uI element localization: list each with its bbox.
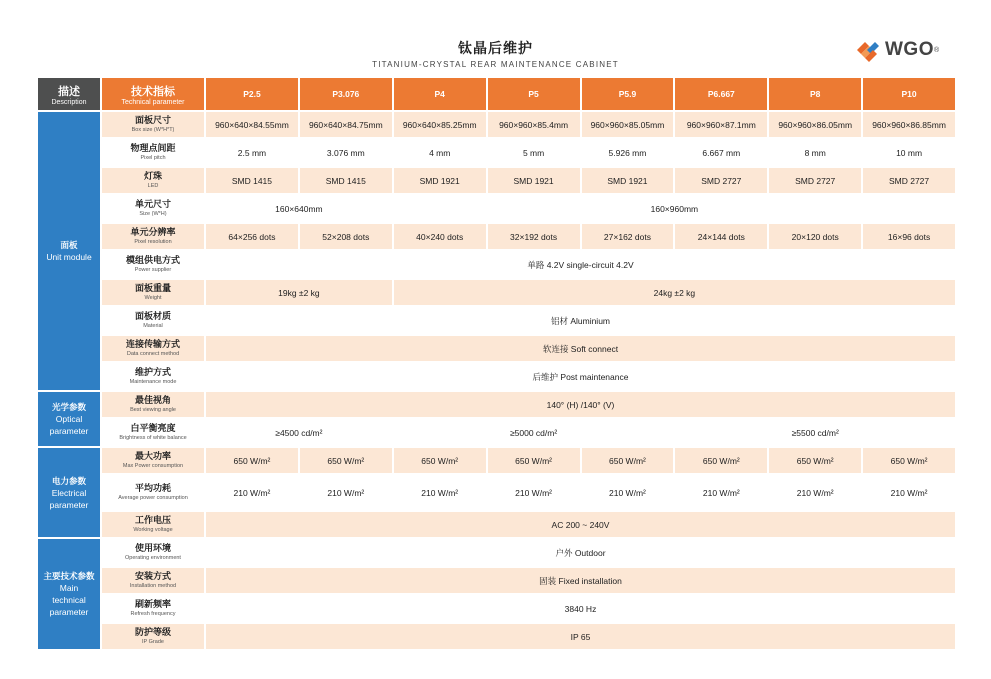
param-label: 最佳视角 Best viewing angle xyxy=(102,392,204,417)
spec-table xyxy=(36,76,957,651)
table-row xyxy=(38,307,955,334)
cell-value: 16×96 dots xyxy=(863,224,955,249)
cell-value: ≥5000 cd/m² xyxy=(394,419,674,446)
table-row xyxy=(38,112,955,137)
cell-value: 210 W/m² xyxy=(300,475,392,510)
header-model: P5 xyxy=(488,78,580,110)
param-label: 防护等级 IP Grade xyxy=(102,624,204,649)
header-technical-parameter: 技术指标 Technical parameter xyxy=(102,78,204,110)
cell-value: 960×960×85.4mm xyxy=(488,112,580,137)
cell-value: 650 W/m² xyxy=(769,448,861,473)
table-row xyxy=(38,224,955,249)
cell-value: SMD 2727 xyxy=(769,168,861,193)
cell-value: 210 W/m² xyxy=(582,475,674,510)
cell-value: 4 mm xyxy=(394,139,486,166)
page-title-block xyxy=(0,38,991,69)
cell-value: 210 W/m² xyxy=(675,475,767,510)
header-model: P5.9 xyxy=(582,78,674,110)
cell-value: 960×640×84.75mm xyxy=(300,112,392,137)
cell-value: ≥5500 cd/m² xyxy=(675,419,955,446)
cell-value: 650 W/m² xyxy=(582,448,674,473)
cell-value: 210 W/m² xyxy=(206,475,298,510)
cell-value: 210 W/m² xyxy=(769,475,861,510)
cell-value: 6.667 mm xyxy=(675,139,767,166)
cell-value: 24×144 dots xyxy=(675,224,767,249)
table-row xyxy=(38,392,955,417)
table-row xyxy=(38,363,955,390)
page-title: 钛晶后维护 xyxy=(458,40,533,56)
table-row xyxy=(38,419,955,446)
cell-value: 210 W/m² xyxy=(488,475,580,510)
cell-value: SMD 2727 xyxy=(675,168,767,193)
param-label: 工作电压 Working voltage xyxy=(102,512,204,537)
table-header-row xyxy=(38,78,955,110)
cell-value: 软连接 Soft connect xyxy=(206,336,955,361)
cell-value: 3840 Hz xyxy=(206,595,955,622)
cell-value: 20×120 dots xyxy=(769,224,861,249)
param-label: 灯珠 LED xyxy=(102,168,204,193)
header-model: P6.667 xyxy=(675,78,767,110)
param-label: 使用环境 Operating environment xyxy=(102,539,204,566)
cell-value: 160×960mm xyxy=(394,195,955,222)
cell-value: SMD 1921 xyxy=(582,168,674,193)
cell-value: 5 mm xyxy=(488,139,580,166)
cell-value: 650 W/m² xyxy=(300,448,392,473)
cell-value: 960×960×85.05mm xyxy=(582,112,674,137)
table-row xyxy=(38,168,955,193)
param-label: 刷新频率 Refresh frequency xyxy=(102,595,204,622)
cell-value: 19kg ±2 kg xyxy=(206,280,392,305)
param-label: 单元尺寸 Size (W*H) xyxy=(102,195,204,222)
cell-value: 650 W/m² xyxy=(488,448,580,473)
cell-value: SMD 1921 xyxy=(488,168,580,193)
param-label: 平均功耗 Average power consumption xyxy=(102,475,204,510)
cell-value: 10 mm xyxy=(863,139,955,166)
cell-value: 960×960×86.05mm xyxy=(769,112,861,137)
cell-value: 960×960×87.1mm xyxy=(675,112,767,137)
table-row xyxy=(38,251,955,278)
param-label: 面板重量 Weight xyxy=(102,280,204,305)
param-label: 模组供电方式 Power supplier xyxy=(102,251,204,278)
header-model: P3.076 xyxy=(300,78,392,110)
param-label: 维护方式 Maintenance mode xyxy=(102,363,204,390)
cell-value: SMD 1415 xyxy=(300,168,392,193)
table-row xyxy=(38,336,955,361)
group-main-technical: 主要技术参数 Main technical parameter xyxy=(38,539,100,649)
header-model: P2.5 xyxy=(206,78,298,110)
param-label: 面板尺寸 Box size (W*H*T) xyxy=(102,112,204,137)
cell-value: 铝材 Aluminium xyxy=(206,307,955,334)
param-label: 白平衡亮度 Brightness of white balance xyxy=(102,419,204,446)
header-model: P8 xyxy=(769,78,861,110)
cell-value: 210 W/m² xyxy=(394,475,486,510)
cell-value: 650 W/m² xyxy=(675,448,767,473)
cell-value: 52×208 dots xyxy=(300,224,392,249)
cell-value: 5.926 mm xyxy=(582,139,674,166)
header-model: P10 xyxy=(863,78,955,110)
cell-value: ≥4500 cd/m² xyxy=(206,419,392,446)
cell-value: 960×640×84.55mm xyxy=(206,112,298,137)
cell-value: AC 200 ~ 240V xyxy=(206,512,955,537)
cell-value: SMD 2727 xyxy=(863,168,955,193)
group-electrical: 电力参数 Electrical parameter xyxy=(38,448,100,537)
page-subtitle: TITANIUM-CRYSTAL REAR MAINTENANCE CABINET xyxy=(372,60,619,69)
table-row xyxy=(38,195,955,222)
table-row xyxy=(38,539,955,566)
param-label: 安装方式 Installation method xyxy=(102,568,204,593)
cell-value: 64×256 dots xyxy=(206,224,298,249)
param-label: 单元分辨率 Pixel resolution xyxy=(102,224,204,249)
cell-value: 210 W/m² xyxy=(863,475,955,510)
header-model: P4 xyxy=(394,78,486,110)
group-optical: 光学参数 Optical parameter xyxy=(38,392,100,446)
cell-value: SMD 1415 xyxy=(206,168,298,193)
cell-value: 650 W/m² xyxy=(206,448,298,473)
table-row xyxy=(38,280,955,305)
registered-mark: ® xyxy=(934,46,940,54)
cell-value: 3.076 mm xyxy=(300,139,392,166)
param-label: 连接传输方式 Data connect method xyxy=(102,336,204,361)
param-label: 面板材质 Material xyxy=(102,307,204,334)
brand-logo xyxy=(855,38,939,62)
table-row xyxy=(38,512,955,537)
cell-value: 24kg ±2 kg xyxy=(394,280,955,305)
cell-value: 单路 4.2V single-circuit 4.2V xyxy=(206,251,955,278)
cell-value: 8 mm xyxy=(769,139,861,166)
cell-value: 户外 Outdoor xyxy=(206,539,955,566)
cell-value: 后维护 Post maintenance xyxy=(206,363,955,390)
cell-value: 650 W/m² xyxy=(394,448,486,473)
group-unit-module: 面板 Unit module xyxy=(38,112,100,390)
header-description: 描述 Description xyxy=(38,78,100,110)
table-row xyxy=(38,568,955,593)
wgo-logo-icon xyxy=(855,38,881,62)
cell-value: 160×640mm xyxy=(206,195,392,222)
logo-text: WGO xyxy=(885,39,934,60)
table-row xyxy=(38,448,955,473)
cell-value: IP 65 xyxy=(206,624,955,649)
cell-value: 650 W/m² xyxy=(863,448,955,473)
cell-value: 140° (H) /140° (V) xyxy=(206,392,955,417)
cell-value: 固装 Fixed installation xyxy=(206,568,955,593)
table-row xyxy=(38,624,955,649)
cell-value: 32×192 dots xyxy=(488,224,580,249)
cell-value: 2.5 mm xyxy=(206,139,298,166)
table-row xyxy=(38,595,955,622)
param-label: 物理点间距 Pixel pitch xyxy=(102,139,204,166)
table-row xyxy=(38,475,955,510)
cell-value: 960×960×86.85mm xyxy=(863,112,955,137)
cell-value: 40×240 dots xyxy=(394,224,486,249)
cell-value: 960×640×85.25mm xyxy=(394,112,486,137)
cell-value: SMD 1921 xyxy=(394,168,486,193)
cell-value: 27×162 dots xyxy=(582,224,674,249)
param-label: 最大功率 Max Power consumption xyxy=(102,448,204,473)
table-row xyxy=(38,139,955,166)
